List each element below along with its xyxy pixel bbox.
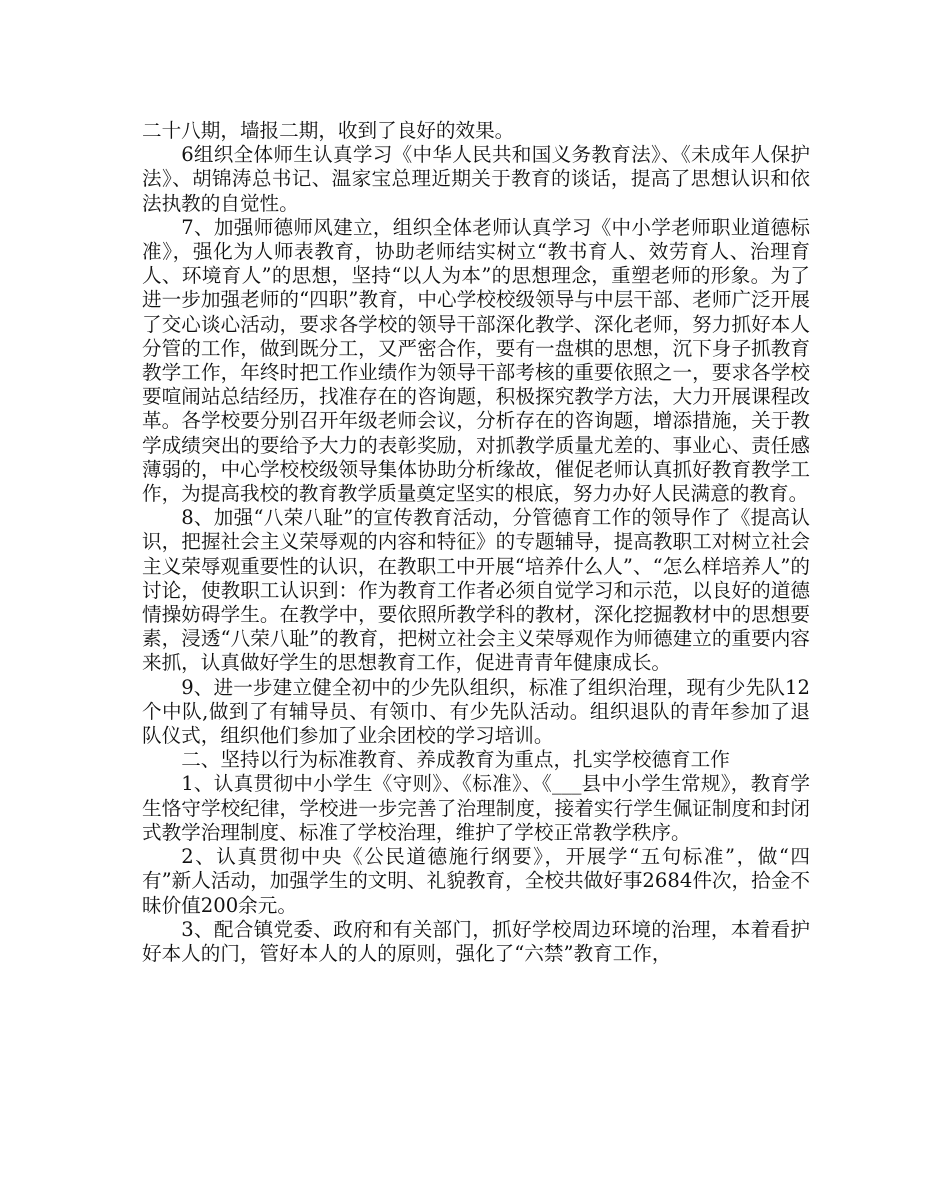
paragraph-section2-item-3: 3、配合镇党委、政府和有关部门，抓好学校周边环境的治理，本着看护好本人的门，管好本人的人的原则，强化了“六禁”教育工作， bbox=[142, 917, 810, 965]
paragraph-item-6: 6组织全体师生认真学习《中华人民共和国义务教育法》、《未成年人保护法》、胡锦涛总书记、温家宝总理近期关于教育的谈话，提高了思想认识和依法执教的自觉性。 bbox=[142, 143, 810, 215]
document-body bbox=[142, 119, 810, 966]
paragraph-section2-item-1: 1、认真贯彻中小学生《守则》、《标准》、《___县中小学生常规》，教育学生恪守学校纪律，学校进一步完善了治理制度，接着实行学生佩证制度和封闭式教学治理制度、标准了学校治理，维护了学校正常教学秩序。 bbox=[142, 772, 810, 844]
paragraph-item-7: 7、加强师德师风建立，组织全体老师认真学习《中小学老师职业道德标准》，强化为人师表教育，协助老师结实树立“教书育人、效劳育人、治理育人、环境育人”的思想，坚持“以人为本”的思想理念，重塑老师的形象。为了进一步加强老师的“四职”教育，中心学校校级领导与中层干部、老师广泛开展了交心谈心活动，要求各学校的领导干部深化教学、深化老师，努力抓好本人分管的工作，做到既分工，又严密合作，要有一盘棋的思想，沉下身子抓教育教学工作，年终时把工作业绩作为领导干部考核的重要依照之一，要求各学校要喧闹站总结经历，找准存在的咨询题，积极探究教学方法，大力开展课程改革。各学校要分别召开年级老师会议，分析存在的咨询题，增添措施，关于教学成绩突出的要给予大力的表彰奖励，对抓教学质量尤差的、事业心、责任感薄弱的，中心学校校级领导集体协助分析缘故，催促老师认真抓好教育教学工作，为提高我校的教育教学质量奠定坚实的根底，努力办好人民满意的教育。 bbox=[142, 215, 810, 506]
paragraph-section2-item-2: 2、认真贯彻中央《公民道德施行纲要》，开展学“五句标准”，做“四有”新人活动，加强学生的文明、礼貌教育，全校共做好事2684件次，拾金不昧价值200余元。 bbox=[142, 845, 810, 917]
paragraph-item-9: 9、进一步建立健全初中的少先队组织，标准了组织治理，现有少先队12个中队,做到了有辅导员、有领巾、有少先队活动。组织退队的青年参加了退队仪式，组织他们参加了业余团校的学习培训。 bbox=[142, 675, 810, 748]
section-heading-2: 二、坚持以行为标准教育、养成教育为重点，扎实学校德育工作 bbox=[181, 748, 730, 772]
paragraph-continuation: 二十八期，墙报二期，收到了良好的效果。 bbox=[142, 119, 515, 142]
paragraph-item-8: 8、加强“八荣八耻”的宣传教育活动，分管德育工作的领导作了《提高认识，把握社会主义荣辱观的内容和特征》的专题辅导，提高教职工对树立社会主义荣辱观重要性的认识，在教职工中开展“培养什么人”、“怎么样培养人”的讨论，使教职工认识到：作为教育工作者必须自觉学习和示范，以良好的道德情操妨碍学生。在教学中，要依照所教学科的教材，深化挖掘教材中的思想要素，浸透“八荣八耻”的教育，把树立社会主义荣辱观作为师德建立的重要内容来抓，认真做好学生的思想教育工作，促进青青年健康成长。 bbox=[142, 506, 810, 675]
